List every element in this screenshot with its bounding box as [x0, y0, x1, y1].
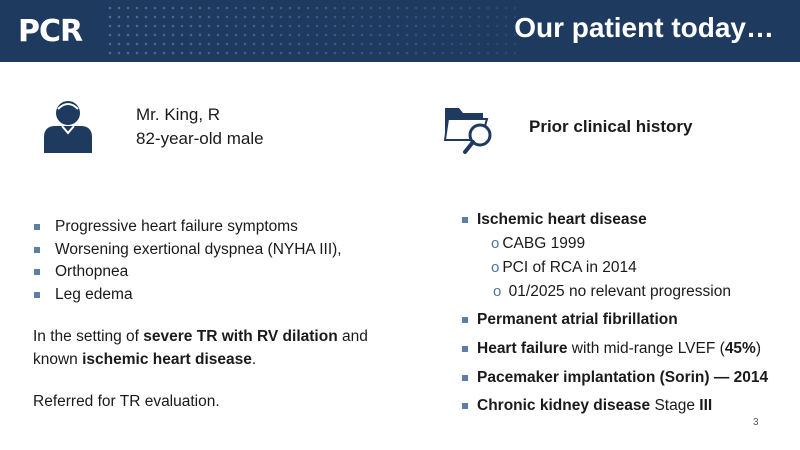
circle-bullet-icon: o: [491, 235, 500, 252]
list-item: Progressive heart failure symptoms: [33, 216, 342, 239]
bullet-icon: [462, 375, 468, 381]
referred-text: Referred for TR evaluation.: [33, 393, 220, 410]
sub-item: o CABG 1999: [491, 235, 586, 252]
bullet-icon: [462, 317, 468, 323]
patient-description: 82-year-old male: [136, 129, 264, 148]
bullet-icon: [34, 269, 40, 275]
bullet-icon: [462, 403, 468, 409]
patient-name: Mr. King, R: [136, 105, 221, 124]
symptom-list: [33, 216, 342, 306]
page-number: 3: [753, 417, 759, 428]
slide-title: Our patient today…: [514, 12, 774, 43]
bullet-icon: [34, 292, 40, 298]
list-item: Worsening exertional dyspnea (NYHA III),: [33, 239, 342, 262]
bullet-icon: [462, 346, 468, 352]
circle-bullet-icon: o: [491, 259, 500, 276]
bullet-icon: [34, 224, 40, 230]
list-item: Leg edema: [33, 284, 342, 307]
sub-item: o 01/2025 no relevant progression: [493, 283, 731, 300]
sub-item: o PCI of RCA in 2014: [491, 259, 637, 276]
bullet-icon: [34, 247, 40, 253]
person-icon: [42, 97, 94, 153]
header-banner: [0, 0, 800, 62]
bullet-icon: [462, 217, 468, 223]
history-title: Prior clinical history: [529, 117, 693, 136]
setting-paragraph: In the setting of severe TR with RV dilation and known ischemic heart disease.: [33, 328, 368, 368]
pcr-logo: PCR: [18, 14, 83, 49]
circle-bullet-icon: o: [493, 283, 502, 300]
list-item: Orthopnea: [33, 261, 342, 284]
folder-search-icon: [443, 100, 497, 158]
